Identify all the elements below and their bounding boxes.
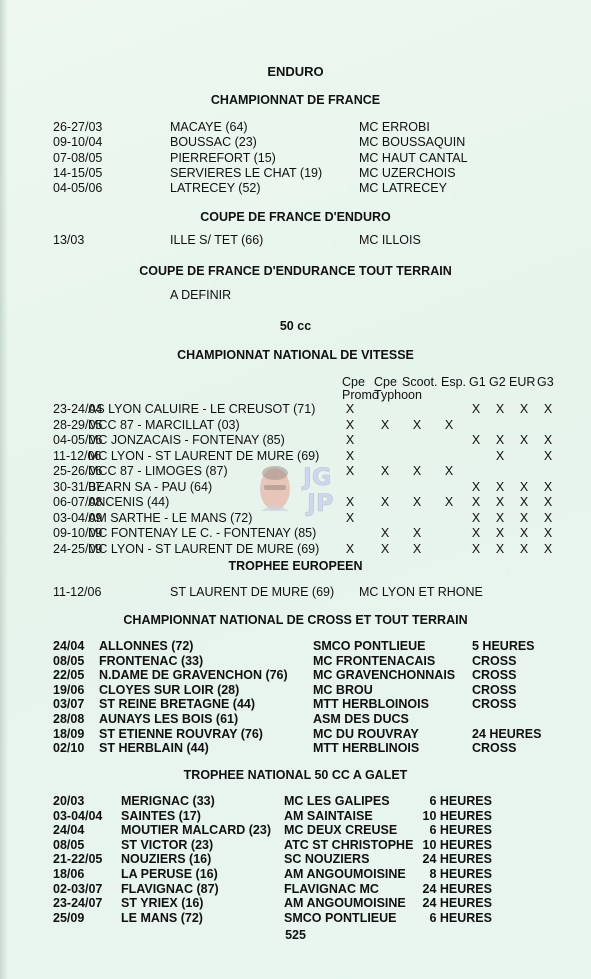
subsection-title-cross: CHAMPIONNAT NATIONAL DE CROSS ET TOUT TERRAIN bbox=[123, 613, 468, 627]
header-cpe-typhoon-1: Cpe bbox=[374, 375, 397, 389]
event-date: 02/10 bbox=[53, 741, 85, 756]
page-number: 525 bbox=[285, 928, 306, 942]
category-mark: X bbox=[495, 433, 505, 447]
event-name: ANCENIS (44) bbox=[88, 495, 170, 509]
event-place: ST VICTOR (23) bbox=[121, 837, 214, 852]
category-mark: X bbox=[412, 526, 422, 540]
event-place: ILLE S/ TET (66) bbox=[170, 233, 264, 247]
event-date: 30-31/07 bbox=[53, 479, 103, 494]
page-binding-edge bbox=[0, 0, 8, 979]
category-mark: X bbox=[519, 541, 529, 556]
event-club: MC ILLOIS bbox=[359, 233, 421, 247]
event-date: 03/07 bbox=[53, 697, 85, 712]
event-place: ST HERBLAIN (44) bbox=[99, 741, 209, 756]
category-mark: X bbox=[495, 479, 505, 494]
event-type: CROSS bbox=[472, 682, 517, 697]
event-type: 6 HEURES bbox=[429, 794, 492, 808]
event-place: FRONTENAC (33) bbox=[99, 653, 204, 668]
subsection-title-galet: TROPHEE NATIONAL 50 CC A GALET bbox=[183, 768, 408, 782]
event-date: 11-12/06 bbox=[53, 585, 102, 599]
category-mark: X bbox=[519, 402, 529, 416]
event-date: 09-10/09 bbox=[53, 526, 103, 540]
header-g1: G1 bbox=[469, 375, 486, 389]
event-place: MACAYE (64) bbox=[170, 120, 248, 134]
category-mark: X bbox=[471, 479, 481, 494]
event-date: 25/09 bbox=[53, 910, 85, 925]
event-date: 04-05/06 bbox=[53, 433, 103, 447]
category-mark: X bbox=[471, 510, 481, 525]
event-date: 08/05 bbox=[53, 653, 85, 668]
event-club: AM SAINTAISE bbox=[284, 808, 373, 823]
category-mark: X bbox=[345, 464, 355, 478]
event-date: 25-26/06 bbox=[53, 464, 103, 478]
event-type: 8 HEURES bbox=[429, 867, 492, 881]
category-mark: X bbox=[471, 402, 481, 416]
category-mark: X bbox=[543, 479, 553, 494]
event-date: 24/04 bbox=[53, 639, 85, 653]
event-club: ASM DES DUCS bbox=[313, 712, 409, 726]
header-g3: G3 bbox=[537, 375, 554, 389]
category-mark: X bbox=[345, 448, 355, 463]
event-club: MC LES GALIPES bbox=[284, 794, 390, 808]
category-mark: X bbox=[412, 417, 422, 432]
category-mark: X bbox=[543, 402, 553, 416]
category-mark: X bbox=[519, 433, 529, 447]
category-mark: X bbox=[495, 495, 505, 509]
subsection-title-championnat-france: CHAMPIONNAT DE FRANCE bbox=[210, 93, 381, 107]
category-mark: X bbox=[444, 495, 454, 509]
category-mark: X bbox=[543, 495, 553, 509]
event-place: NOUZIERS (16) bbox=[121, 852, 212, 867]
category-mark: X bbox=[380, 417, 390, 432]
event-club: FLAVIGNAC MC bbox=[284, 881, 379, 896]
section-title-50cc: 50 cc bbox=[279, 319, 312, 333]
event-date: 03-04/04 bbox=[53, 808, 103, 823]
category-mark: X bbox=[380, 495, 390, 509]
event-type: 24 HEURES bbox=[422, 852, 492, 867]
header-esp: Esp. bbox=[441, 375, 467, 389]
category-mark: X bbox=[495, 541, 505, 556]
section-title-enduro: ENDURO bbox=[267, 64, 324, 79]
event-club: MC BROU bbox=[313, 682, 373, 697]
event-club: MC LYON ET RHONE bbox=[359, 585, 483, 599]
event-place: MOUTIER MALCARD (23) bbox=[121, 823, 271, 838]
event-club: MC DEUX CREUSE bbox=[284, 823, 398, 838]
event-name: MC FONTENAY LE C. - FONTENAY (85) bbox=[88, 526, 317, 540]
category-mark: X bbox=[543, 448, 553, 463]
category-mark: X bbox=[471, 541, 481, 556]
event-date: 03-04/09 bbox=[53, 510, 103, 525]
category-mark: X bbox=[345, 433, 355, 447]
event-date: 04-05/06 bbox=[53, 181, 103, 196]
event-date: 23-24/04 bbox=[53, 402, 103, 416]
category-mark: X bbox=[519, 526, 529, 540]
category-mark: X bbox=[495, 526, 505, 540]
event-club: MC GRAVENCHONNAIS bbox=[313, 668, 456, 683]
category-mark: X bbox=[345, 510, 355, 525]
event-club: MC LATRECEY bbox=[359, 181, 447, 196]
event-place: BOUSSAC (23) bbox=[170, 135, 257, 150]
event-date: 02-03/07 bbox=[53, 881, 103, 896]
category-mark: X bbox=[471, 433, 481, 447]
event-date: 26-27/03 bbox=[53, 120, 103, 134]
event-date: 28-29/05 bbox=[53, 417, 103, 432]
category-mark: X bbox=[444, 417, 454, 432]
event-club: MTT HERBLINOIS bbox=[313, 741, 420, 756]
event-club: SC NOUZIERS bbox=[284, 852, 370, 867]
category-mark: X bbox=[519, 510, 529, 525]
event-place: ALLONNES (72) bbox=[99, 639, 194, 653]
event-place: FLAVIGNAC (87) bbox=[121, 881, 219, 896]
subsection-title-vitesse: CHAMPIONNAT NATIONAL DE VITESSE bbox=[177, 348, 414, 362]
event-date: 14-15/05 bbox=[53, 165, 103, 180]
category-mark: X bbox=[495, 448, 505, 463]
event-club: MC UZERCHOIS bbox=[359, 165, 456, 180]
category-mark: X bbox=[380, 541, 390, 556]
category-mark: X bbox=[543, 510, 553, 525]
event-type: 24 HEURES bbox=[422, 896, 492, 911]
watermark-logo bbox=[255, 455, 347, 517]
subsection-title-coupe-enduro: COUPE DE FRANCE D'ENDURO bbox=[200, 210, 391, 224]
subsection-title-trophee-europeen: TROPHEE EUROPEEN bbox=[228, 559, 363, 573]
event-place: PIERREFORT (15) bbox=[170, 150, 276, 165]
category-mark: X bbox=[495, 510, 505, 525]
event-type: 10 HEURES bbox=[422, 808, 492, 823]
category-mark: X bbox=[345, 402, 355, 416]
event-date: 06-07/08 bbox=[53, 495, 103, 509]
event-club: AM ANGOUMOISINE bbox=[284, 867, 406, 881]
event-club: MC BOUSSAQUIN bbox=[359, 135, 466, 150]
category-mark: X bbox=[471, 495, 481, 509]
event-name: AM SARTHE - LE MANS (72) bbox=[88, 510, 253, 525]
event-club: MC HAUT CANTAL bbox=[359, 150, 468, 165]
event-date: 24/04 bbox=[53, 823, 85, 838]
event-type: CROSS bbox=[472, 668, 517, 683]
event-club: MC ERROBI bbox=[359, 120, 430, 134]
event-place: N.DAME DE GRAVENCHON (76) bbox=[99, 668, 288, 683]
event-name: MC JONZACAIS - FONTENAY (85) bbox=[88, 433, 285, 447]
event-type: 24 HEURES bbox=[472, 726, 542, 741]
event-name: MCC 87 - LIMOGES (87) bbox=[88, 464, 228, 478]
event-type: CROSS bbox=[472, 741, 517, 756]
event-date: 24-25/09 bbox=[53, 541, 103, 556]
event-type: 5 HEURES bbox=[472, 639, 535, 653]
category-mark: X bbox=[412, 495, 422, 509]
header-eur: EUR bbox=[509, 375, 536, 389]
event-date: 11-12/06 bbox=[53, 448, 102, 463]
event-place: SERVIERES LE CHAT (19) bbox=[170, 165, 323, 180]
event-name: MC LYON - ST LAURENT DE MURE (69) bbox=[88, 448, 320, 463]
event-place: ST REINE BRETAGNE (44) bbox=[99, 697, 256, 712]
category-mark: X bbox=[495, 402, 505, 416]
event-type: 24 HEURES bbox=[422, 881, 492, 896]
event-date: 20/03 bbox=[53, 794, 85, 808]
event-name: MCC 87 - MARCILLAT (03) bbox=[88, 417, 240, 432]
header-cpe-typhoon-2: Typhoon bbox=[374, 388, 422, 402]
event-place: SAINTES (17) bbox=[121, 808, 201, 823]
category-mark: X bbox=[543, 526, 553, 540]
subsection-title-coupe-endurance: COUPE DE FRANCE D'ENDURANCE TOUT TERRAIN bbox=[139, 264, 452, 278]
event-club: MC DU ROUVRAY bbox=[313, 726, 419, 741]
event-place: LA PERUSE (16) bbox=[121, 867, 218, 881]
event-place: ST YRIEX (16) bbox=[121, 896, 204, 911]
event-club: MC FRONTENACAIS bbox=[313, 653, 436, 668]
event-type: 10 HEURES bbox=[422, 837, 492, 852]
category-mark: X bbox=[471, 526, 481, 540]
svg-text:JG: JG bbox=[303, 463, 332, 491]
svg-text:JP: JP bbox=[307, 489, 334, 517]
event-date: 18/09 bbox=[53, 726, 85, 741]
event-date: 18/06 bbox=[53, 867, 85, 881]
event-date: 13/03 bbox=[53, 233, 85, 247]
event-name: BEARN SA - PAU (64) bbox=[88, 479, 213, 494]
category-mark: X bbox=[345, 495, 355, 509]
event-place: LE MANS (72) bbox=[121, 910, 203, 925]
event-date: 28/08 bbox=[53, 712, 85, 726]
event-date: 19/06 bbox=[53, 682, 85, 697]
category-mark: X bbox=[412, 464, 422, 478]
event-club: AM ANGOUMOISINE bbox=[284, 896, 406, 911]
event-date: 07-08/05 bbox=[53, 150, 103, 165]
category-mark: X bbox=[345, 417, 355, 432]
event-type: CROSS bbox=[472, 653, 517, 668]
event-date: 21-22/05 bbox=[53, 852, 103, 867]
event-place: ST ETIENNE ROUVRAY (76) bbox=[99, 726, 263, 741]
to-be-defined-note: A DEFINIR bbox=[170, 288, 232, 302]
event-date: 23-24/07 bbox=[53, 896, 103, 911]
category-mark: X bbox=[519, 495, 529, 509]
event-place: AUNAYS LES BOIS (61) bbox=[99, 712, 239, 726]
event-place: CLOYES SUR LOIR (28) bbox=[99, 682, 240, 697]
event-club: MTT HERBLOINOIS bbox=[313, 697, 429, 712]
event-place: MERIGNAC (33) bbox=[121, 794, 215, 808]
category-mark: X bbox=[543, 541, 553, 556]
header-cpe-promo-2: Promo bbox=[342, 388, 379, 402]
category-mark: X bbox=[380, 526, 390, 540]
event-type: CROSS bbox=[472, 697, 517, 712]
event-place: LATRECEY (52) bbox=[170, 181, 261, 196]
header-g2: G2 bbox=[489, 375, 506, 389]
event-date: 08/05 bbox=[53, 837, 85, 852]
category-mark: X bbox=[444, 464, 454, 478]
event-club: SMCO PONTLIEUE bbox=[313, 639, 426, 653]
event-name: AS LYON CALUIRE - LE CREUSOT (71) bbox=[88, 402, 316, 416]
header-cpe-promo-1: Cpe bbox=[342, 375, 365, 389]
header-scoot: Scoot. bbox=[402, 375, 438, 389]
event-type: 6 HEURES bbox=[429, 823, 492, 838]
event-club: SMCO PONTLIEUE bbox=[284, 910, 397, 925]
event-date: 09-10/04 bbox=[53, 135, 103, 150]
category-mark: X bbox=[345, 541, 355, 556]
event-place: ST LAURENT DE MURE (69) bbox=[170, 585, 335, 599]
event-club: ATC ST CHRISTOPHE bbox=[284, 837, 414, 852]
event-date: 22/05 bbox=[53, 668, 85, 683]
category-mark: X bbox=[380, 464, 390, 478]
category-mark: X bbox=[543, 433, 553, 447]
category-mark: X bbox=[412, 541, 422, 556]
event-name: MC LYON - ST LAURENT DE MURE (69) bbox=[88, 541, 320, 556]
category-mark: X bbox=[519, 479, 529, 494]
event-type: 6 HEURES bbox=[429, 910, 492, 925]
